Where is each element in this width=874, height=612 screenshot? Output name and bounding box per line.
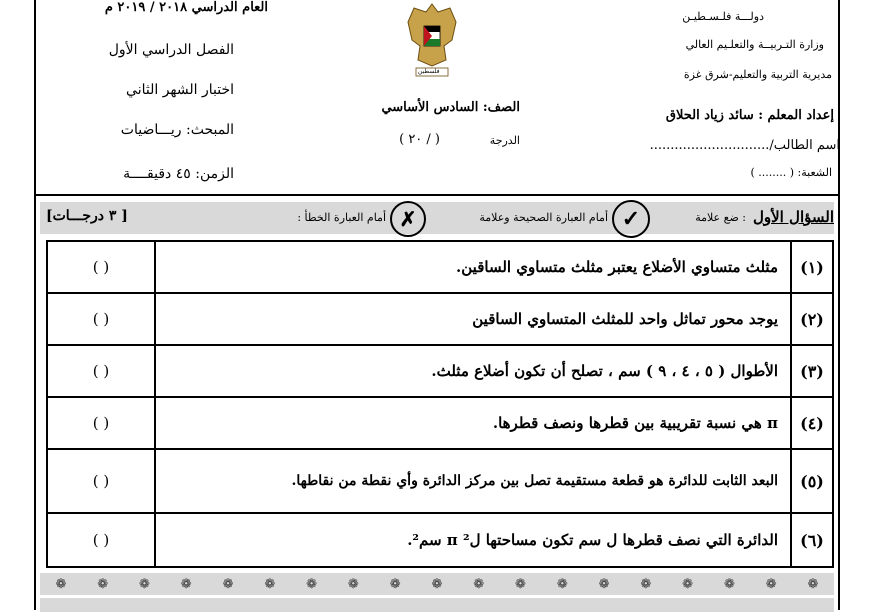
flower-icon: ❁: [473, 576, 485, 592]
subject: المبحث: ريـــاضيات: [120, 122, 234, 138]
score-value: ( / ٢٠ ): [399, 132, 440, 147]
statement-text: البعد الثابت للدائرة هو قطعة مستقيمة تصل بين مركز الدائرة وأي نقطة من نقاطها.: [155, 449, 791, 513]
flower-icon: ❁: [139, 576, 150, 592]
flower-icon: ❁: [97, 576, 109, 592]
statement-text: يوجد محور تماثل واحد للمثلث المتساوي الساقين: [155, 293, 791, 345]
check-mark-icon: ✓: [612, 200, 650, 238]
flower-divider: [40, 573, 834, 595]
flower-icon: ❁: [431, 576, 443, 592]
flower-icon: ❁: [55, 576, 67, 592]
header-directorate: مديرية التربية والتعليم-شرق غزة: [683, 68, 832, 81]
statement-number: (٣): [791, 345, 833, 397]
question1-marks: [ ٣ درجـــات]: [46, 208, 128, 224]
statement-number: (٦): [791, 513, 833, 567]
statement-number: (٥): [791, 449, 833, 513]
table-row: [47, 241, 833, 293]
answer-cell[interactable]: ( ): [47, 397, 155, 449]
flower-icon: ❁: [306, 576, 318, 592]
student-name-field[interactable]: اسم الطالب/.............................: [649, 138, 840, 153]
emblem-caption: فلسطين: [418, 68, 440, 75]
flower-icon: ❁: [598, 576, 610, 592]
statement-text: π هي نسبة تقريبية بين قطرها ونصف قطرها.: [155, 397, 791, 449]
flower-icon: ❁: [222, 576, 234, 592]
question1-title: السؤال الأول: [752, 208, 834, 226]
question1-instruction-b: أمام العبارة الصحيحة وعلامة: [479, 211, 608, 224]
exam-time: الزمن: ٤٥ دقيقــــة: [123, 166, 234, 182]
academic-year: العام الدراسي ٢٠١٨ / ٢٠١٩ م: [104, 0, 268, 15]
question1-table: [46, 240, 834, 568]
question1-instruction-c: أمام العبارة الخطأ :: [297, 211, 386, 224]
answer-cell[interactable]: ( ): [47, 241, 155, 293]
statement-number: (١): [791, 241, 833, 293]
answer-cell[interactable]: ( ): [47, 345, 155, 397]
statement-text: مثلث متساوي الأضلاع يعتبر مثلث متساوي الساقين.: [155, 241, 791, 293]
score-label: الدرجة: [489, 134, 520, 147]
exam-title: اختبار الشهر الثاني: [126, 82, 234, 98]
statement-number: (٤): [791, 397, 833, 449]
header-separator: [34, 194, 840, 196]
flower-icon: ❁: [389, 576, 401, 592]
header-ministry: وزارة التـربيــة والتعلـيم العالي: [685, 38, 824, 51]
flower-icon: ❁: [765, 576, 777, 592]
page-frame-left: [34, 0, 36, 610]
flower-icon: ❁: [682, 576, 694, 592]
table-row: [47, 449, 833, 513]
table-row: [47, 513, 833, 567]
table-row: [47, 397, 833, 449]
grade-label: الصف: السادس الأساسي: [381, 100, 520, 115]
statement-text: الأطوال ( ٥ ، ٤ ، ٩ ) سم ، تصلح أن تكون أضلاع مثلث.: [155, 345, 791, 397]
table-row: [47, 293, 833, 345]
flower-icon: ❁: [640, 576, 652, 592]
question1-instruction-a: : ضع علامة: [695, 211, 746, 224]
cross-mark-icon: ✗: [390, 201, 426, 237]
flower-icon: ❁: [347, 576, 359, 592]
table-row: [47, 345, 833, 397]
flower-icon: ❁: [807, 576, 819, 592]
flower-icon: ❁: [264, 576, 276, 592]
flower-icon: ❁: [723, 576, 735, 592]
page-frame-right: [838, 0, 840, 610]
semester: الفصل الدراسي الأول: [108, 42, 234, 58]
answer-cell[interactable]: ( ): [47, 449, 155, 513]
answer-cell[interactable]: ( ): [47, 293, 155, 345]
section-field[interactable]: الشعبة: ( ........ ): [750, 166, 832, 179]
teacher-name: إعداد المعلم : سائد زياد الحلاق: [665, 108, 834, 123]
flower-icon: ❁: [556, 576, 568, 592]
flower-icon: ❁: [180, 576, 192, 592]
header-state: دولـــة فلـسـطيـن: [682, 10, 764, 23]
answer-cell[interactable]: ( ): [47, 513, 155, 567]
statement-text: الدائرة التي نصف قطرها ل سم تكون مساحتها ل² π سم².: [155, 513, 791, 567]
flower-icon: ❁: [515, 576, 526, 592]
statement-number: (٢): [791, 293, 833, 345]
